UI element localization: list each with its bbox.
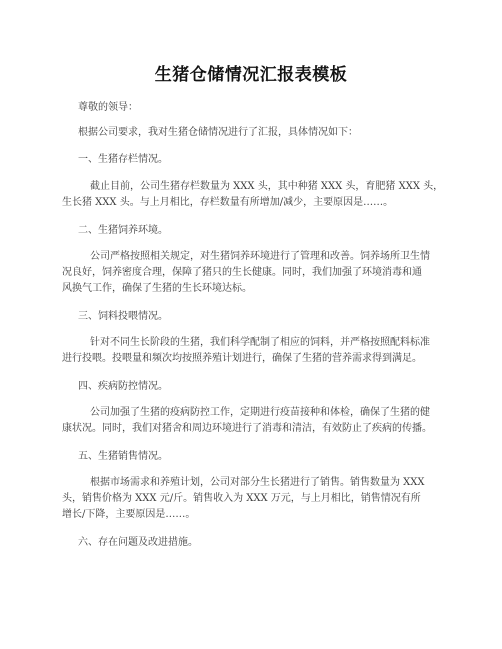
intro-text: 根据公司要求，我对生猪仓储情况进行了汇报，具体情况如下： [78, 127, 358, 138]
section-4-line-2: 康状况。同时，我们对猪舍和周边环境进行了消毒和清洁，有效防止了疾病的传播。 [62, 423, 432, 434]
section-1-heading: 一、生猪存栏情况。 [78, 154, 168, 165]
section-5-line-2: 头，销售价格为 XXX 元/斤。销售收入为 XXX 万元，与上月相比，销售情况有所 [62, 493, 421, 504]
section-5-heading: 五、生猪销售情况。 [78, 451, 168, 462]
section-4-heading: 四、疾病防控情况。 [78, 381, 168, 392]
section-3-heading: 三、饲料投喂情况。 [78, 311, 168, 322]
section-1-line-1: 截止目前，公司生猪存栏数量为 XXX 头，其中种猪 XXX 头，育肥猪 XXX 头， [90, 181, 444, 192]
section-3-line-2: 进行投喂。投喂量和频次均按照养殖计划进行，确保了生猪的营养需求得到满足。 [62, 353, 422, 364]
section-2-line-3: 风换气工作，确保了生猪的生长环境达标。 [62, 283, 252, 294]
document-title: 生猪仓储情况汇报表模板 [154, 65, 348, 85]
section-5-line-1: 根据市场需求和养殖计划，公司对部分生长猪进行了销售。销售数量为 XXX [90, 477, 425, 488]
section-2-heading: 二、生猪饲养环境。 [78, 225, 168, 236]
section-5-line-3: 增长/下降，主要原因是……。 [62, 509, 196, 520]
section-2-line-2: 况良好，饲养密度合理，保障了猪只的生长健康。同时，我们加强了环境消毒和通 [62, 267, 422, 278]
section-1-line-2: 生长猪 XXX 头。与上月相比，存栏数量有所增加/减少，主要原因是……。 [62, 197, 394, 208]
greeting-text: 尊敬的领导： [78, 102, 138, 113]
section-6-heading: 六、存在问题及改进措施。 [78, 537, 198, 548]
section-3-line-1: 针对不同生长阶段的生猪，我们科学配制了相应的饲料，并严格按照配料标准 [90, 337, 430, 348]
section-2-line-1: 公司严格按照相关规定，对生猪饲养环境进行了管理和改善。饲养场所卫生情 [90, 251, 430, 262]
section-4-line-1: 公司加强了生猪的疫病防控工作，定期进行疫苗接种和体检，确保了生猪的健 [90, 407, 430, 418]
